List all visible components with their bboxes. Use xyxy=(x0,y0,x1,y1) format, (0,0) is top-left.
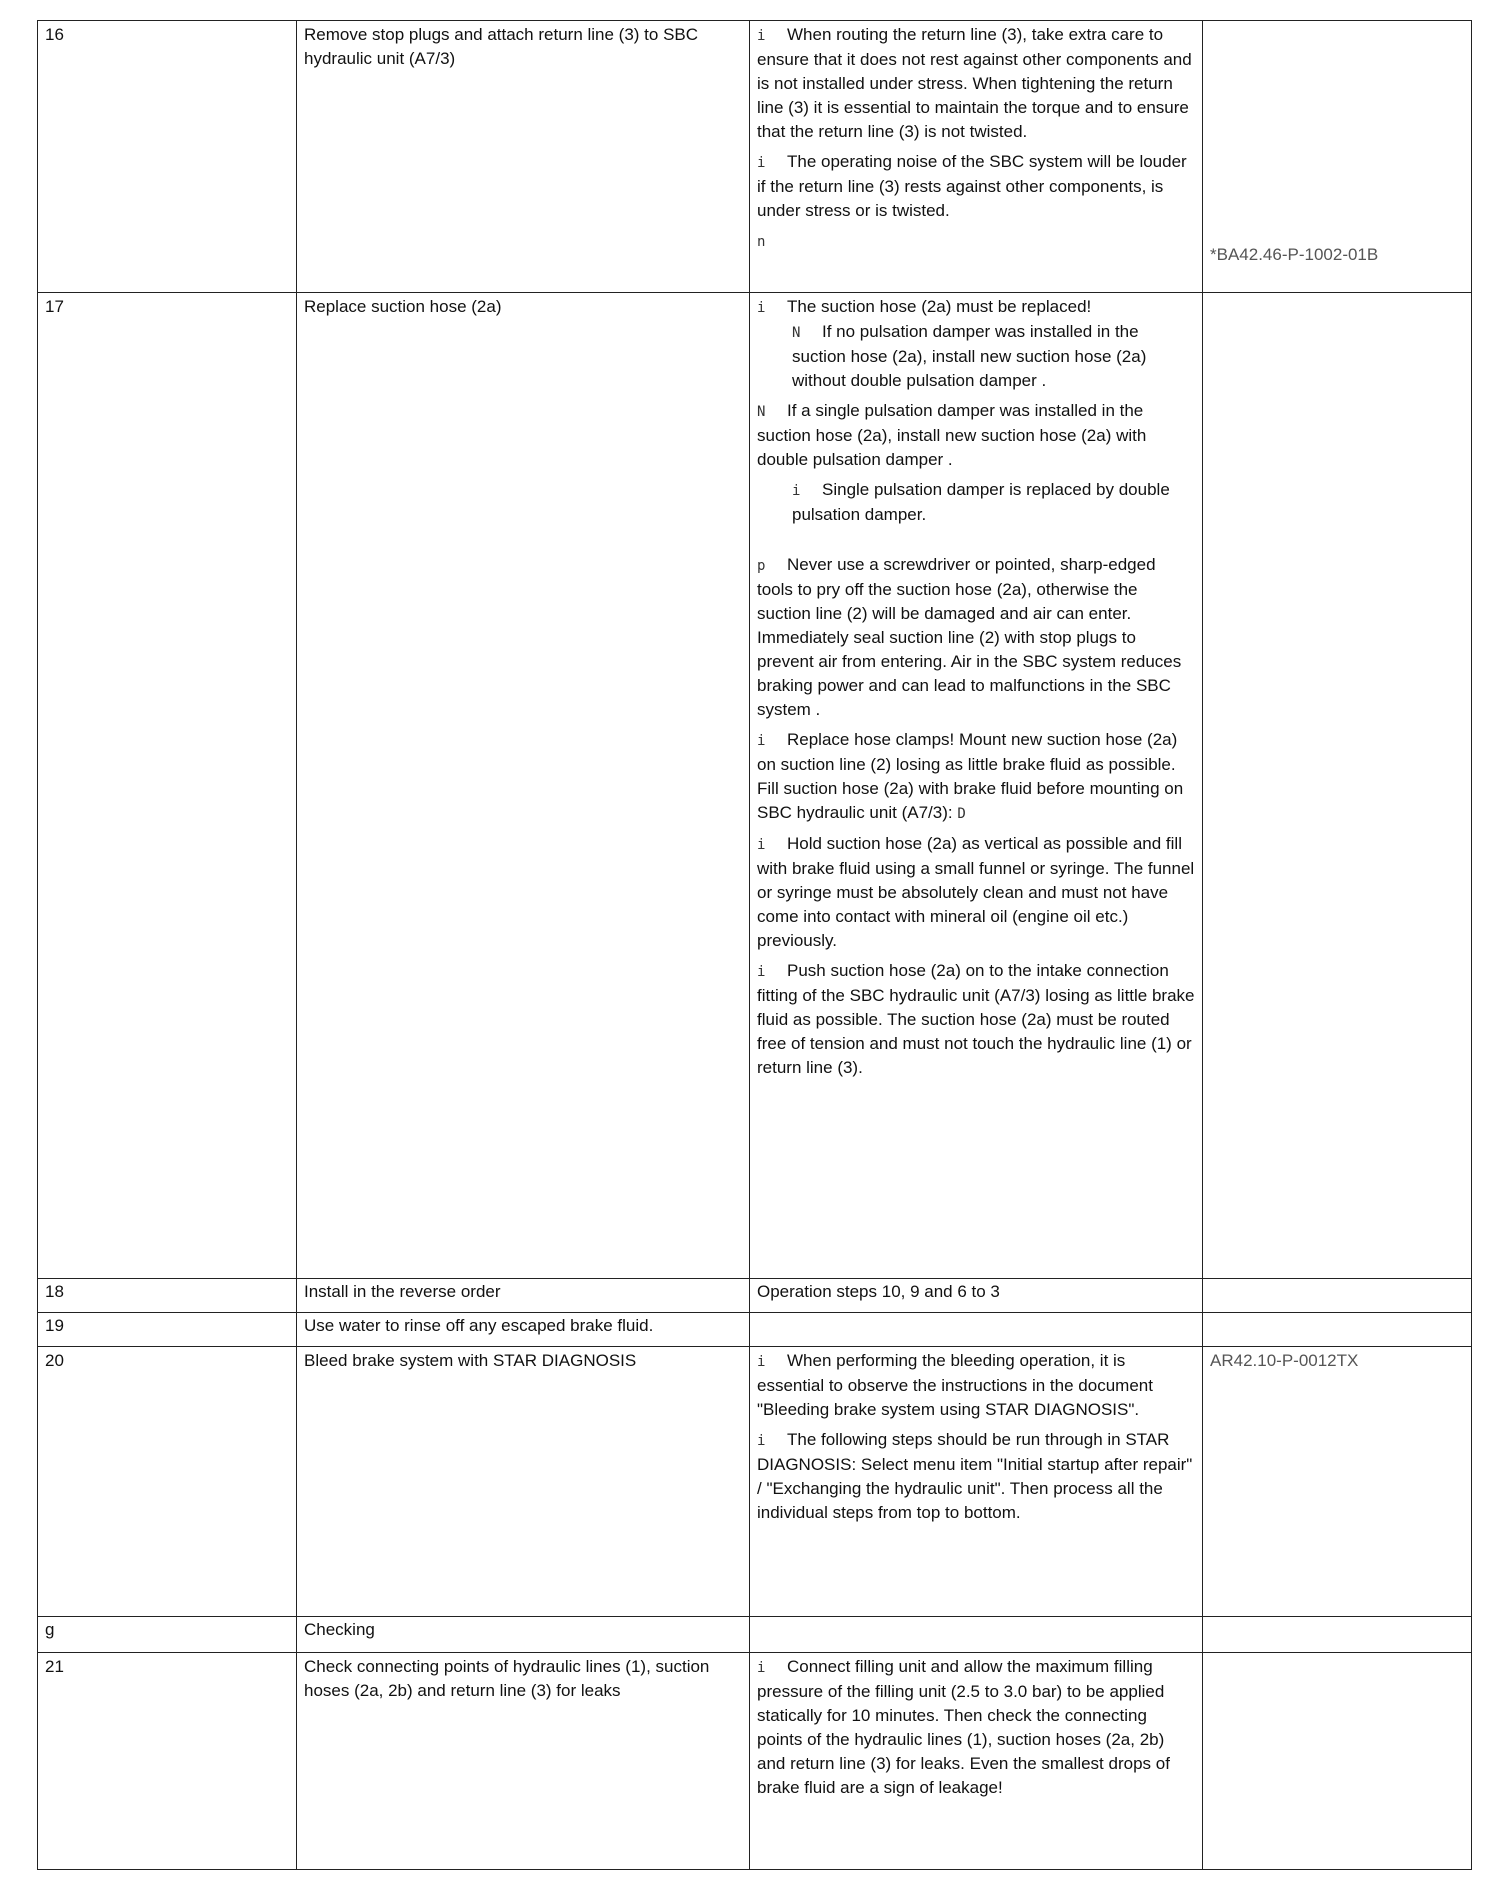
reference-cell xyxy=(1203,1313,1472,1347)
info-icon: i xyxy=(757,964,766,980)
info-icon: i xyxy=(757,155,766,171)
info-icon: i xyxy=(757,1433,766,1449)
info-icon: i xyxy=(757,733,766,749)
info-icon: i xyxy=(757,1660,766,1676)
info-note: i The suction hose (2a) must be replaced! xyxy=(757,295,1196,320)
step-notes: Operation steps 10, 9 and 6 to 3 xyxy=(750,1279,1203,1313)
step-text: Use water to rinse off any escaped brake fluid. xyxy=(297,1313,750,1347)
step-number: 21 xyxy=(38,1653,297,1870)
step-text: Checking xyxy=(297,1617,750,1653)
step-notes xyxy=(750,1313,1203,1347)
reference-cell xyxy=(1203,1347,1472,1617)
reference-cell xyxy=(1203,21,1472,293)
reference-cell xyxy=(1203,1653,1472,1870)
note-icon: N xyxy=(792,325,801,341)
info-note: i Connect filling unit and allow the maximum filling pressure of the filling unit (2.5 to 3.0 bar) to be applied statically for 10 minutes. Then check the connecting points of the hydraulic lines (1), suction hoses (2a, 2b) and return line (3) for leaks. Even the smallest drops of brake fluid are a sign of leakage! xyxy=(757,1657,1170,1797)
reference-cell xyxy=(1203,1279,1472,1313)
step-number: 19 xyxy=(38,1313,297,1347)
note-condition: N If a single pulsation damper was installed in the suction hose (2a), install new suction hose (2a) with double pulsation damper . xyxy=(757,401,1147,469)
step-text: Remove stop plugs and attach return line (3) to SBC hydraulic unit (A7/3) xyxy=(297,21,750,293)
reference-cell xyxy=(1203,293,1472,1279)
end-marker xyxy=(757,229,1196,254)
table-row xyxy=(38,21,1472,293)
table-row xyxy=(38,1617,1472,1653)
document-reference[interactable]: AR42.10-P-0012TX xyxy=(1210,1351,1359,1370)
note-icon: N xyxy=(757,404,766,420)
step-notes xyxy=(750,21,1203,293)
step-text: Check connecting points of hydraulic lines (1), suction hoses (2a, 2b) and return line (3) for leaks xyxy=(297,1653,750,1870)
caution-note: p Never use a screwdriver or pointed, sharp-edged tools to pry off the suction hose (2a), otherwise the suction line (2) will be damaged and air can enter. Immediately seal suction line (2) with stop plugs to prevent air from entering. Air in the SBC system reduces braking power and can lead to malfunctions in the SBC system . xyxy=(757,555,1182,719)
step-number: 18 xyxy=(38,1279,297,1313)
step-text: Install in the reverse order xyxy=(297,1279,750,1313)
info-note: i Push suction hose (2a) on to the intake connection fitting of the SBC hydraulic unit (A7/3) losing as little brake fluid as possible. The suction hose (2a) must be routed free of tension and must not touch the hydraulic line (1) or return line (3). xyxy=(757,961,1195,1077)
end-icon: n xyxy=(757,234,766,250)
info-note: i The operating noise of the SBC system will be louder if the return line (3) rests against other components, is under stress or is twisted. xyxy=(757,152,1187,220)
table-row xyxy=(38,1313,1472,1347)
step-number: 20 xyxy=(38,1347,297,1617)
step-notes xyxy=(750,1653,1203,1870)
document-reference[interactable]: *BA42.46-P-1002-01B xyxy=(1210,245,1379,264)
table-row xyxy=(38,293,1472,1279)
info-note: i Single pulsation damper is replaced by double pulsation damper. xyxy=(792,480,1170,524)
info-note: i Replace hose clamps! Mount new suction hose (2a) on suction line (2) losing as little brake fluid as possible. Fill suction hose (2a) with brake fluid before mounting on SBC hydraulic unit (A7/3): D xyxy=(757,728,1196,826)
note-condition: N If no pulsation damper was installed in the suction hose (2a), install new suction hose (2a) without double pulsation damper . xyxy=(792,322,1147,390)
step-number: 16 xyxy=(38,21,297,293)
info-icon: i xyxy=(757,28,766,44)
step-notes xyxy=(750,1617,1203,1653)
info-note: i When performing the bleeding operation, it is essential to observe the instructions in the document "Bleeding brake system using STAR DIAGNOSIS". xyxy=(757,1351,1153,1419)
step-number: g xyxy=(38,1617,297,1653)
info-note: i When routing the return line (3), take extra care to ensure that it does not rest against other components and is not installed under stress. When tightening the return line (3) it is essential to maintain the torque and to ensure that the return line (3) is not twisted. xyxy=(757,25,1192,141)
info-icon: i xyxy=(757,300,766,316)
info-icon: i xyxy=(792,483,801,499)
info-note: i The following steps should be run through in STAR DIAGNOSIS: Select menu item "Initial startup after repair" / "Exchanging the hydraulic unit". Then process all the individual steps from top to bottom. xyxy=(757,1430,1193,1522)
table-row xyxy=(38,1279,1472,1313)
step-text: Bleed brake system with STAR DIAGNOSIS xyxy=(297,1347,750,1617)
info-icon: i xyxy=(757,837,766,853)
reference-cell xyxy=(1203,1617,1472,1653)
info-note: i Hold suction hose (2a) as vertical as possible and fill with brake fluid using a small funnel or syringe. The funnel or syringe must be absolutely clean and must not have come into contact with mineral oil (engine oil etc.) previously. xyxy=(757,834,1195,950)
step-notes xyxy=(750,1347,1203,1617)
step-notes xyxy=(750,293,1203,1279)
caution-icon: p xyxy=(757,558,766,574)
info-icon: i xyxy=(757,1354,766,1370)
step-number: 17 xyxy=(38,293,297,1279)
step-text: Replace suction hose (2a) xyxy=(297,293,750,1279)
spacer xyxy=(757,533,1196,553)
table-row xyxy=(38,1347,1472,1617)
procedure-table xyxy=(37,20,1472,1870)
tool-icon: D xyxy=(957,806,966,822)
table-row xyxy=(38,1653,1472,1870)
